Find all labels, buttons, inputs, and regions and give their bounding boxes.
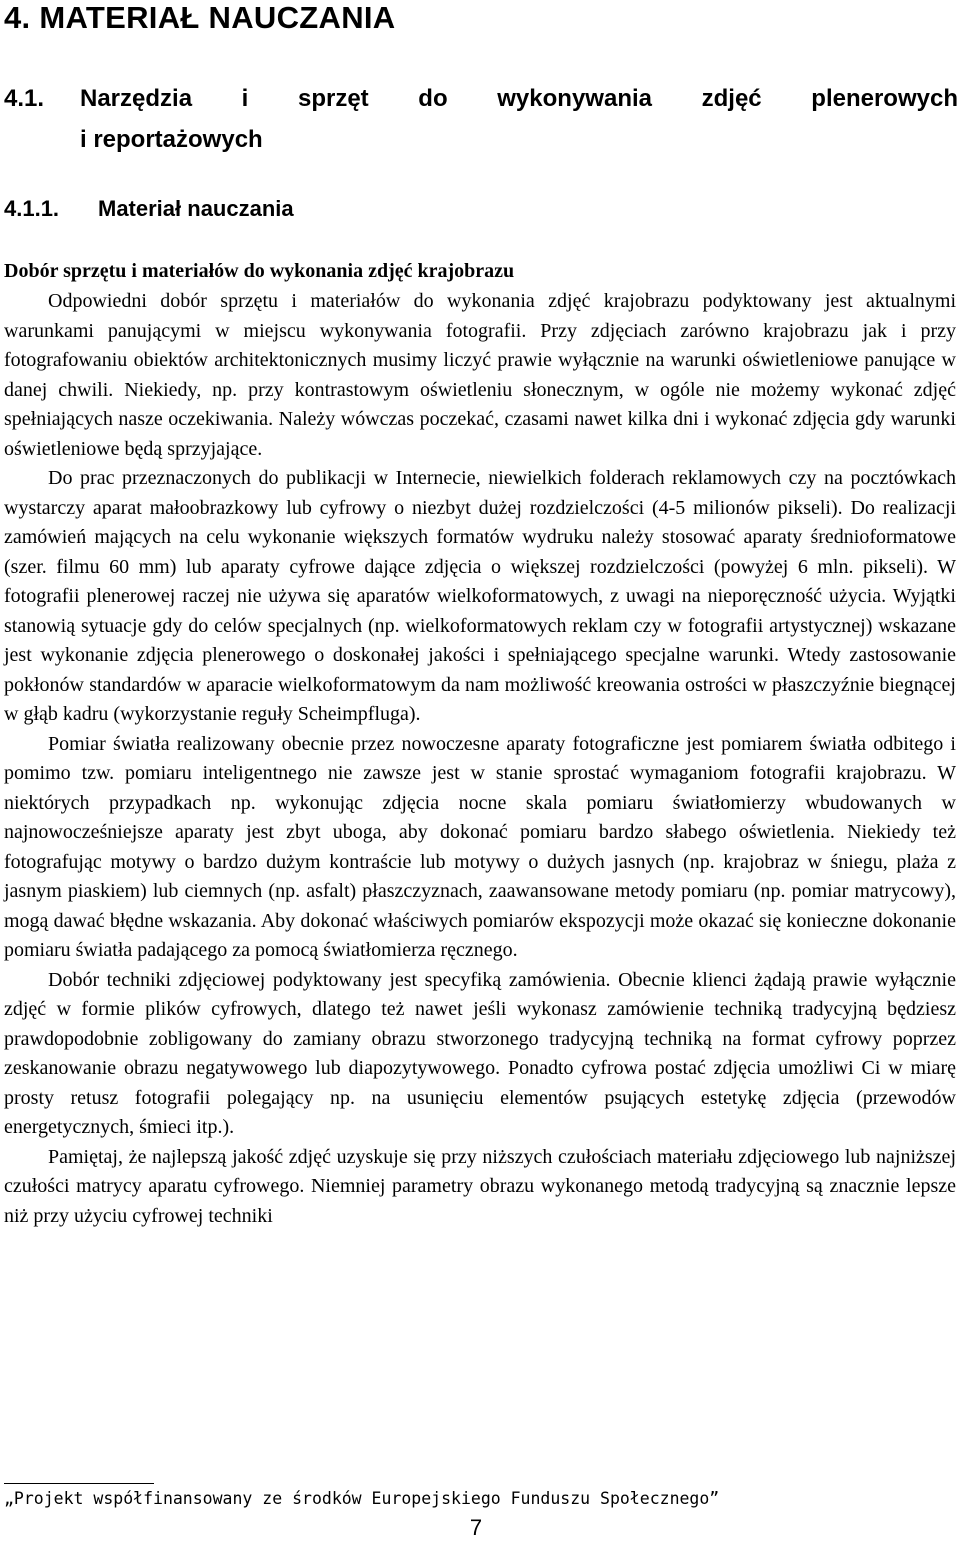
- section-heading: [4, 78, 958, 160]
- paragraph: Pomiar światła realizowany obecnie przez nowoczesne aparaty fotograficzne jest pomiarem światła odbitego i pomimo tzw. pomiaru inteligentnego nie zawsze jest w stanie sprostać wymaganiom fotografii krajobrazu. W niektórych przypadkach np. wykonując zdjęcia nocne skala pomiaru światłomierzy wbudowanych w najnowocześniejsze aparaty jest zbyt uboga, aby dokonać pomiaru bardzo słabego oświetlenia. Niekiedy też fotografując motywy o bardzo dużym kontraście lub motywy o dużych jasnych (np. krajobraz w śniegu, plaża z jasnym piaskiem) lub ciemnych (np. asfalt) płaszczyznach, zaawansowane metody pomiaru (np. pomiar matrycowy), mogą dawać błędne wskazania. Aby dokonać właściwych pomiarów ekspozycji może okazać się konieczne dokonanie pomiaru światła padającego za pomocą światłomierza ręcznego.: [4, 732, 956, 962]
- paragraph: Do prac przeznaczonych do publikacji w Internecie, niewielkich folderach reklamowych czy na pocztówkach wystarczy aparat małoobrazkowy lub cyfrowy o niezbyt dużej rozdzielczości (4-5 milionów pikseli). Do realizacji zamówień mających na celu wykonanie większych formatów wydruku należy stosować aparaty średnioformatowe (szer. filmu 60 mm) lub aparaty cyfrowe dające zdjęcia o większej rozdzielczości (powyżej 6 mln. pikseli). W fotografii plenerowej raczej nie używa się aparatów wielkoformatowych, z uwagi na nieporęczność użycia. Wyjątki stanowią sytuacje gdy do celów specjalnych (np. wielkoformatowych reklam czy w fotografii artystycznej) wskazane jest wykonanie zdjęcia plenerowego o doskonałej jakości i spełniającego specjalne warunki. Wtedy zastosowanie pokłonów standardów w aparacie wielkoformatowym da nam możliwość kreowania ostrości w płaszczyźnie biegnącej w głąb kadru (wykorzystanie reguły Scheimpfluga).: [4, 467, 956, 726]
- section-title-line-2: i reportażowych: [80, 126, 263, 153]
- paragraph: Odpowiedni dobór sprzętu i materiałów do wykonania zdjęć krajobrazu podyktowany jest aktualnymi warunkami panującymi w miejscu wykonywania fotografii. Przy zdjęciach zarówno krajobrazu jak i przy fotografowaniu obiektów architektonicznych musimy liczyć prawie wyłącznie na warunki oświetleniowe panujące w danej chwili. Niekiedy, np. przy kontrastowym oświetleniu słonecznym, w ogóle nie możemy wykonać zdjęć spełniających nasze oczekiwania. Należy wówczas poczekać, czasami nawet kilka dni i wykonać zdjęcia gdy warunki oświetleniowe będą sprzyjające.: [4, 290, 956, 460]
- subsection-title: Materiał nauczania: [98, 196, 294, 221]
- footer-note: „Projekt współfinansowany ze środków Europejskiego Funduszu Społecznego”: [4, 1489, 720, 1508]
- body-text: [4, 287, 956, 1232]
- section-number: 4.1.: [4, 85, 45, 112]
- paragraph: Pamiętaj, że najlepszą jakość zdjęć uzyskuje się przy niższych czułościach materiału zdjęciowego lub najniższej czułości matrycy aparatu cyfrowego. Niemniej parametry obrazu wykonanego metodą tradycyjną są znacznie lepsze niż przy użyciu cyfrowej techniki: [4, 1145, 956, 1227]
- subsection-heading: [4, 191, 294, 227]
- section-title-line-1: Narzędzia i sprzęt do wykonywania zdjęć plenerowych: [80, 85, 958, 112]
- paragraph: Dobór techniki zdjęciowej podyktowany jest specyfiką zamówienia. Obecnie klienci żądają prawie wyłącznie zdjęć w formie plików cyfrowych, dlatego też nawet jeśli wykonasz zamówienie techniką tradycyjną będziesz prawdopodobnie zobligowany do zamiany obrazu stworzonego tradycyjną techniką na format cyfrowy poprzez zeskanowanie obrazu negatywowego lub diapozytywowego. Ponadto cyfrowa postać zdjęcia umożliwi Ci w miarę prosty retusz fotografii polegający np. na usunięciu elementów psujących estetykę zdjęcia (przewodów energetycznych, śmieci itp.).: [4, 968, 956, 1139]
- subsection-number: 4.1.1.: [4, 196, 60, 221]
- section-title: [80, 78, 958, 160]
- chapter-heading: 4. MATERIAŁ NAUCZANIA: [4, 0, 396, 35]
- footer-divider: [4, 1483, 154, 1484]
- topic-title: Dobór sprzętu i materiałów do wykonania zdjęć krajobrazu: [4, 260, 515, 282]
- page-number: 7: [469, 1515, 483, 1540]
